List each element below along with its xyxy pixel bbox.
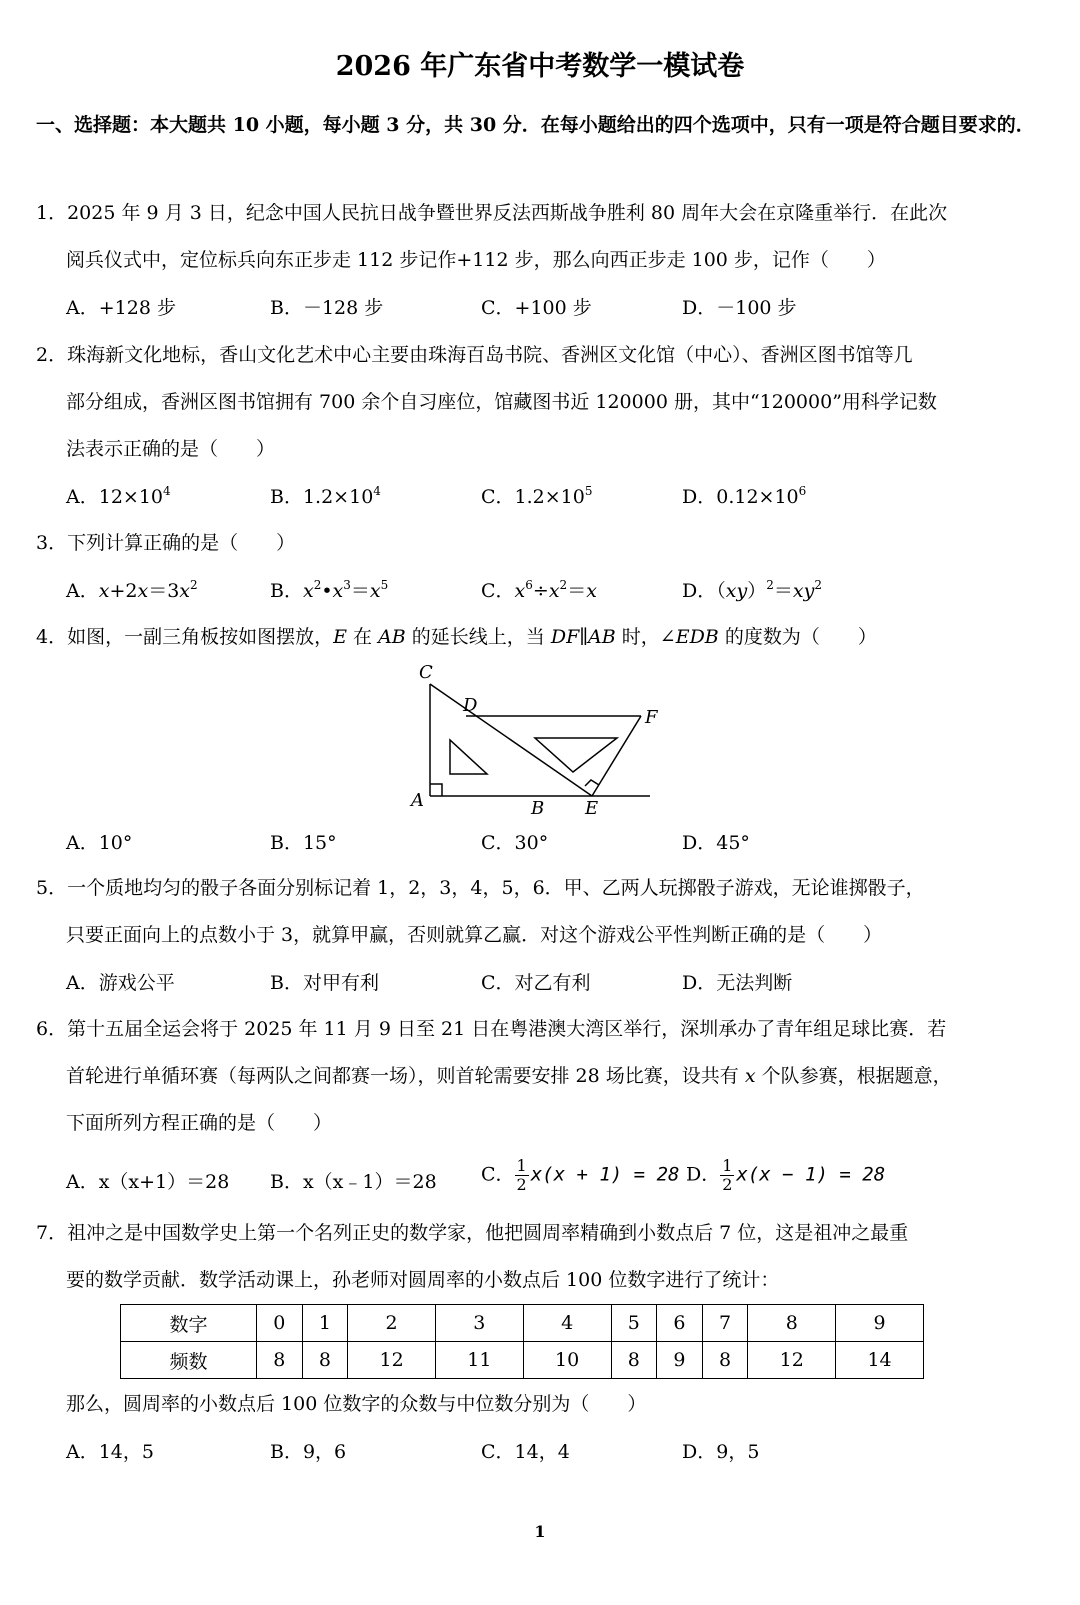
table-cell: 1 — [302, 1305, 348, 1342]
option-exponent: 4 — [163, 484, 171, 498]
question-5-line-2: 只要正面向上的点数小于 3，就算甲赢，否则就算乙赢．对这个游戏公平性判断正确的是（ ） — [66, 924, 883, 946]
question-5-line-1: 5．一个质地均匀的骰子各面分别标记着 1，2，3，4，5，6．甲、乙两人玩掷骰子游戏，无论谁掷骰子， — [36, 877, 925, 899]
table-cell: 7 — [702, 1305, 748, 1342]
option-label: A． — [66, 486, 99, 508]
table-cell: 8 — [302, 1342, 348, 1379]
question-6-line-2: 首轮进行单循环赛（每两队之间都赛一场），则首轮需要安排 28 场比赛，设共有 x 个队参赛，根据题意， — [66, 1065, 952, 1087]
option-label: B． — [270, 486, 303, 508]
label-f: F — [645, 707, 658, 728]
table-cell: 9 — [836, 1305, 924, 1342]
q4-option-a[interactable]: A．10° — [66, 832, 133, 854]
question-2-line-3: 法表示正确的是（ ） — [66, 438, 276, 460]
option-value: 12×10 — [98, 486, 164, 508]
q6-option-d[interactable] — [686, 1157, 885, 1194]
table-header-cell: 频数 — [121, 1342, 257, 1379]
option-label: D． — [682, 580, 717, 602]
q5-option-d[interactable]: D．无法判断 — [682, 972, 793, 994]
q2-option-b[interactable] — [270, 485, 381, 509]
q3-option-c[interactable]: C．$x^6\div x^2=x$ — [481, 578, 597, 602]
table-cell: 9 — [657, 1342, 703, 1379]
page-number: 1 — [534, 1522, 546, 1541]
q2-option-a[interactable] — [66, 485, 171, 509]
option-label: C． — [481, 1163, 515, 1186]
table-cell: 11 — [435, 1342, 523, 1379]
question-2-line-1: 2．珠海新文化地标，香山文化艺术中心主要由珠海百岛书院、香洲区文化馆（中心）、香洲区图书馆等几 — [36, 344, 913, 366]
equation: x(x + 1) = 28 — [530, 1163, 680, 1186]
q4-option-b[interactable]: B．15° — [270, 832, 337, 854]
q1-option-c[interactable]: C．+100 步 — [481, 297, 592, 319]
question-7-line-2: 要的数学贡献．数学活动课上，孙老师对圆周率的小数点后 100 位数字进行了统计： — [66, 1269, 780, 1291]
q7-option-c[interactable]: C．14，4 — [481, 1441, 570, 1463]
q2-option-d[interactable] — [682, 485, 806, 509]
table-cell: 10 — [523, 1342, 611, 1379]
page-title: 2026 年广东省中考数学一模试卷 — [335, 51, 745, 82]
equation: x(x − 1) = 28 — [736, 1163, 886, 1186]
table-cell: 8 — [702, 1342, 748, 1379]
table-cell: 2 — [348, 1305, 436, 1342]
option-label: D． — [682, 486, 717, 508]
table-cell: 8 — [611, 1342, 657, 1379]
question-7-line-1: 7．祖冲之是中国数学史上第一个名列正史的数学家，他把圆周率精确到小数点后 7 位，这是祖冲之最重 — [36, 1222, 909, 1244]
option-value: 1.2×10 — [514, 486, 585, 508]
q5-option-b[interactable]: B．对甲有利 — [270, 972, 379, 994]
table-cell: 8 — [256, 1342, 302, 1379]
option-label: D． — [686, 1163, 721, 1186]
q3-option-d[interactable]: D．$(xy)^2=xy^2$ — [682, 578, 822, 602]
table-row-frequencies — [121, 1342, 924, 1379]
q5-option-a[interactable]: A．游戏公平 — [66, 972, 175, 994]
table-cell: 12 — [748, 1342, 836, 1379]
label-b: B — [531, 798, 545, 819]
label-a: A — [411, 790, 424, 811]
option-label: C． — [481, 580, 515, 602]
q1-option-d[interactable]: D．－100 步 — [682, 297, 797, 319]
question-3-line-1: 3．下列计算正确的是（ ） — [36, 532, 296, 554]
table-cell: 12 — [348, 1342, 436, 1379]
q7-option-d[interactable]: D．9，5 — [682, 1441, 760, 1463]
label-e: E — [585, 798, 599, 819]
question-6-line-1: 6．第十五届全运会将于 2025 年 11 月 9 日至 21 日在粤港澳大湾区举行，深圳承办了青年组足球比赛．若 — [36, 1018, 947, 1040]
fraction-one-half: $\frac{1}{2}$ — [516, 1156, 527, 1194]
option-label: A． — [66, 580, 99, 602]
q3-option-b[interactable]: B．$x^2•x^3=x^5$ — [270, 578, 389, 602]
fraction-one-half: $\frac{1}{2}$ — [722, 1156, 733, 1194]
table-cell: 5 — [611, 1305, 657, 1342]
q7-option-a[interactable]: A．14，5 — [66, 1441, 154, 1463]
table-cell: 6 — [657, 1305, 703, 1342]
q6-option-b[interactable]: B．x（x﹣1）＝28 — [270, 1171, 437, 1193]
table-row-digits — [121, 1305, 924, 1342]
question-1-line-2: 阅兵仪式中，定位标兵向东正步走 112 步记作+112 步，那么向西正步走 100 步，记作（ ） — [66, 249, 886, 271]
q6-option-c[interactable] — [481, 1157, 679, 1194]
q4-option-d[interactable]: D．45° — [682, 832, 750, 854]
q2-option-c[interactable] — [481, 485, 593, 509]
option-label: B． — [270, 580, 303, 602]
table-cell: 14 — [836, 1342, 924, 1379]
q1-option-a[interactable]: A．+128 步 — [66, 297, 176, 319]
q1-option-b[interactable]: B．－128 步 — [270, 297, 384, 319]
option-exponent: 4 — [373, 484, 381, 498]
q6-option-a[interactable]: A．x（x+1）＝28 — [66, 1171, 230, 1193]
table-cell: 3 — [435, 1305, 523, 1342]
table-cell: 4 — [523, 1305, 611, 1342]
q4-option-c[interactable]: C．30° — [481, 832, 549, 854]
table-header-cell: 数字 — [121, 1305, 257, 1342]
question-2-line-2: 部分组成，香洲区图书馆拥有 700 余个自习座位，馆藏图书近 120000 册，其中“120000”用科学记数 — [66, 391, 937, 413]
label-d: D — [463, 695, 478, 716]
question-6-line-3: 下面所列方程正确的是（ ） — [66, 1112, 333, 1134]
question-4-line-1: 4．如图，一副三角板按如图摆放，E 在 AB 的延长线上，当 DF∥AB 时，∠EDB 的度数为（ ） — [36, 626, 877, 648]
option-exponent: 5 — [584, 484, 593, 498]
frequency-table — [120, 1304, 924, 1379]
option-value: 0.12×10 — [716, 486, 799, 508]
question-7-line-3: 那么，圆周率的小数点后 100 位数字的众数与中位数分别为（ ） — [66, 1393, 647, 1415]
question-1-line-1: 1．2025 年 9 月 3 日，纪念中国人民抗日战争暨世界反法西斯战争胜利 80 周年大会在京隆重举行．在此次 — [36, 202, 948, 224]
q5-option-c[interactable]: C．对乙有利 — [481, 972, 591, 994]
option-value: 1.2×10 — [302, 486, 374, 508]
option-label: C． — [481, 486, 515, 508]
triangle-ruler-figure — [405, 660, 665, 822]
q3-option-a[interactable]: A．$x+2x=3x^2$ — [66, 578, 198, 602]
label-c: C — [419, 662, 433, 683]
table-cell: 8 — [748, 1305, 836, 1342]
section-heading: 一、选择题：本大题共 10 小题，每小题 3 分，共 30 分．在每小题给出的四个选项中，只有一项是符合题目要求的． — [36, 114, 1035, 136]
table-cell: 0 — [256, 1305, 302, 1342]
q7-option-b[interactable]: B．9，6 — [270, 1441, 347, 1463]
option-exponent: 6 — [798, 484, 807, 498]
